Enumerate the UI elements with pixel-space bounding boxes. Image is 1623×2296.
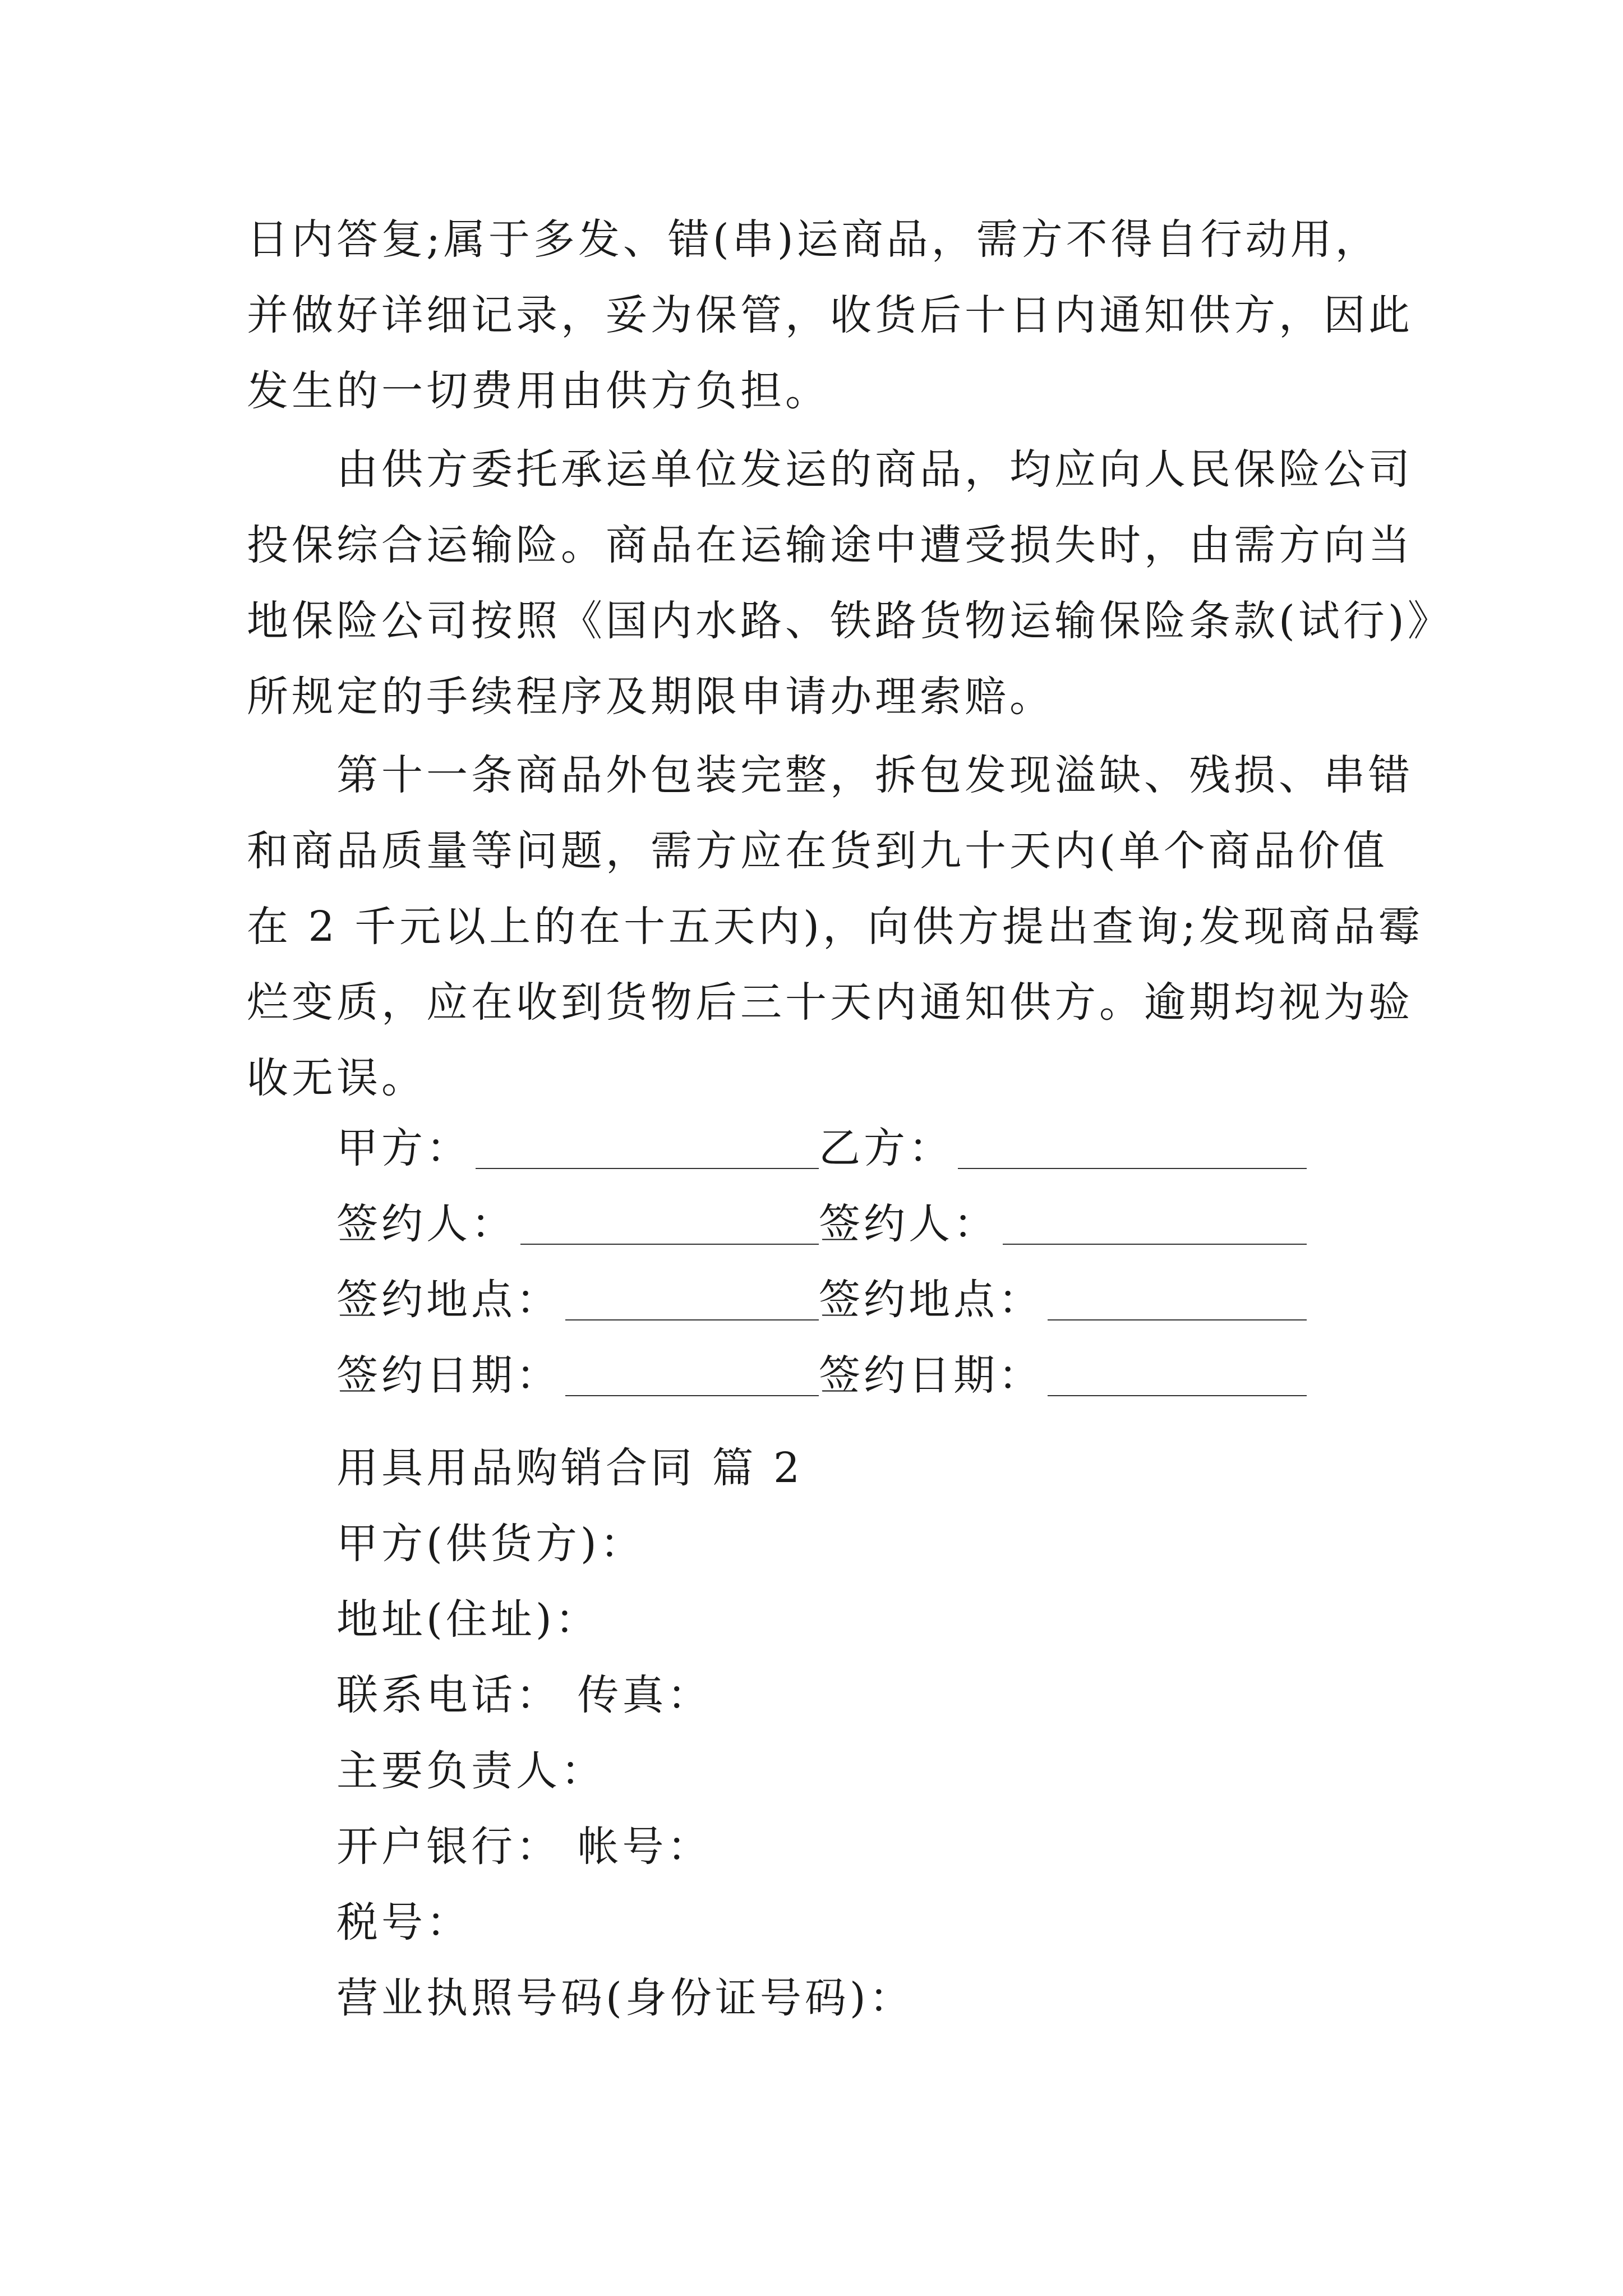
paragraph-line: 收无误。 <box>247 1054 426 1102</box>
paragraph-line: 投保综合运输险。商品在运输途中遭受损失时，由需方向当 <box>247 521 1413 569</box>
signature-label: 甲方： <box>336 1124 471 1172</box>
contract-title: 用具用品购销合同 篇 2 <box>336 1444 804 1492</box>
signature-label: 签约地点： <box>336 1276 561 1324</box>
signature-field-left <box>336 1351 819 1400</box>
signature-blank[interactable] <box>958 1134 1307 1169</box>
paragraph-line: 日内答复;属于多发、错(串)运商品，需方不得自行动用， <box>247 215 1380 264</box>
signature-blank[interactable] <box>1048 1361 1307 1396</box>
signature-blank[interactable] <box>565 1361 819 1396</box>
paragraph-line: 和商品质量等问题，需方应在货到九十天内(单个商品价值 <box>247 827 1388 875</box>
signature-row <box>336 1351 1307 1405</box>
paragraph-line: 第十一条商品外包装完整，拆包发现溢缺、残损、串错 <box>336 751 1413 799</box>
signature-label: 签约日期： <box>819 1351 1043 1400</box>
signature-label: 签约日期： <box>336 1351 561 1400</box>
contract-field: 联系电话： 传真： <box>336 1671 712 1719</box>
contract-field: 营业执照号码(身份证号码)： <box>336 1974 914 2022</box>
signature-row <box>336 1200 1307 1254</box>
paragraph-line: 并做好详细记录，妥为保管，收货后十日内通知供方，因此 <box>247 291 1413 339</box>
signature-label: 签约地点： <box>819 1276 1043 1324</box>
signature-field-right <box>819 1351 1307 1400</box>
signature-blank[interactable] <box>520 1210 819 1245</box>
contract-field: 甲方(供货方)： <box>336 1520 645 1568</box>
contract-field: 税号： <box>336 1898 471 1947</box>
paragraph-line: 所规定的手续程序及期限申请办理索赔。 <box>247 673 1054 721</box>
signature-field-left <box>336 1124 819 1172</box>
paragraph-line: 烂变质，应在收到货物后三十天内通知供方。逾期均视为验 <box>247 978 1413 1027</box>
contract-field: 开户银行： 帐号： <box>336 1823 712 1871</box>
signature-label: 签约人： <box>819 1200 998 1248</box>
signature-field-left <box>336 1200 819 1248</box>
signature-blank[interactable] <box>1048 1286 1307 1320</box>
paragraph-line: 由供方委托承运单位发运的商品，均应向人民保险公司 <box>336 445 1413 494</box>
signature-label: 签约人： <box>336 1200 516 1248</box>
signature-label: 乙方： <box>819 1124 953 1172</box>
paragraph-line: 地保险公司按照《国内水路、铁路货物运输保险条款(试行)》 <box>247 597 1453 645</box>
paragraph-line: 在 2 千元以上的在十五天内)，向供方提出查询;发现商品霉 <box>247 903 1423 951</box>
paragraph-line: 发生的一切费用由供方负担。 <box>247 367 830 415</box>
signature-field-right <box>819 1124 1307 1172</box>
signature-field-right <box>819 1276 1307 1324</box>
signature-blank[interactable] <box>476 1134 819 1169</box>
signature-field-left <box>336 1276 819 1324</box>
contract-field: 地址(住址)： <box>336 1595 600 1644</box>
signature-blank[interactable] <box>565 1286 819 1320</box>
contract-field: 主要负责人： <box>336 1747 606 1795</box>
signature-row <box>336 1276 1307 1329</box>
signature-row <box>336 1124 1307 1178</box>
signature-blank[interactable] <box>1003 1210 1307 1245</box>
signature-field-right <box>819 1200 1307 1248</box>
